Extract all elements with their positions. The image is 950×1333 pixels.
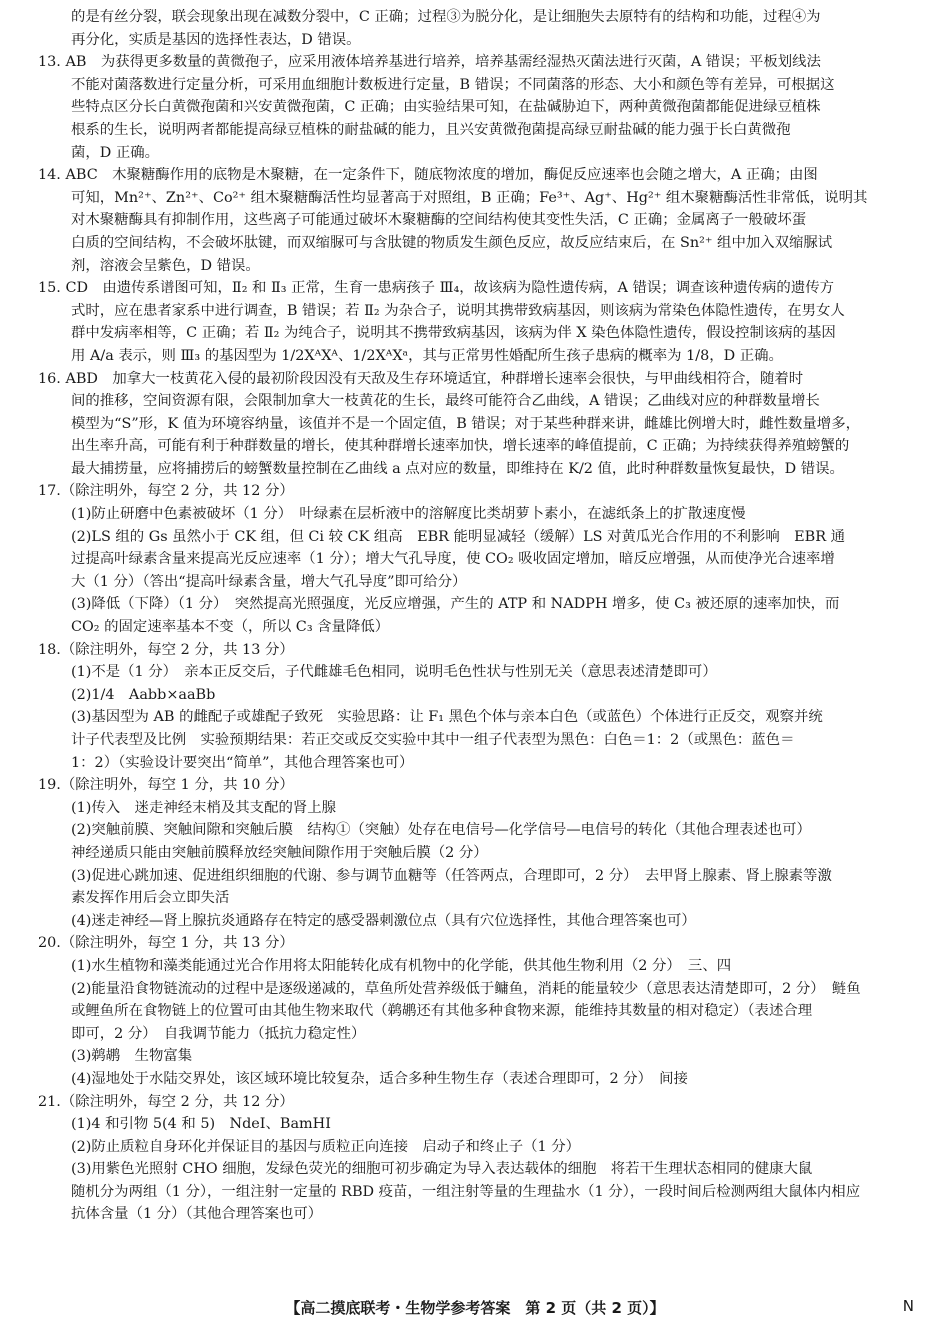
answer-item-line: 20.（除注明外，每空 1 分，共 13 分）	[38, 935, 294, 952]
answer-text-line: (4)迷走神经—肾上腺抗炎通路存在特定的感受器刺激位点（具有穴位选择性，其他合理答案也可）	[71, 912, 696, 929]
answer-text-line: 白质的空间结构，不会破坏肽键，而双缩脲可与含肽键的物质发生颜色反应，故反应结束后，在 Sn²⁺ 组中加入双缩脲试	[71, 234, 833, 251]
answer-text-line: (3)降低（下降）（1 分） 突然提高光照强度，光反应增强，产生的 ATP 和 NADPH 增多，使 C₃ 被还原的速率加快，而	[71, 596, 840, 613]
answer-text-line: 用 A/a 表示，则 Ⅲ₃ 的基因型为 1/2XᴬXᴬ、1/2XᴬXᵃ，其与正常男性婚配所生孩子患病的概率为 1/8，D 正确。	[71, 347, 783, 364]
answer-text-line: 间的推移，空间资源有限，会限制加拿大一枝黄花的生长，最终可能符合乙曲线，A 错误；乙曲线对应的种群数量增长	[71, 393, 820, 410]
answer-text-line: (2)防止质粒自身环化并保证目的基因与质粒正向连接 启动子和终止子（1 分）	[71, 1138, 581, 1155]
answer-item-line: 19.（除注明外，每空 1 分，共 10 分）	[38, 777, 294, 794]
answer-text-line: CO₂ 的固定速率基本不变（，所以 C₃ 含量降低）	[71, 619, 390, 636]
answer-text-line: 对木聚糖酶具有抑制作用，这些离子可能通过破坏木聚糖酶的空间结构使其变性失活，C 正确；金属离子一般破坏蛋	[71, 212, 807, 229]
answer-item-line: 21.（除注明外，每空 2 分，共 12 分）	[38, 1093, 294, 1110]
answer-text-line: 些特点区分长白黄微孢菌和兴安黄微孢菌，C 正确；由实验结果可知，在盐碱胁迫下，两种黄微孢菌都能促进绿豆植株	[71, 99, 821, 116]
answer-text-line: 出生率升高，可能有利于种群数量的增长，使其种群增长速率加快，增长速率的峰值提前，C 正确；为持续获得养殖螃蟹的	[71, 438, 850, 455]
answer-text-line: 神经递质只能由突触前膜释放经突触间隙作用于突触后膜（2 分）	[71, 844, 488, 861]
answer-text-line: 模型为“S”形，K 值为环境容纳量，该值并不是一个固定值，B 错误；对于某些种群来讲，雌雄比例增大时，雌性数量增多，	[71, 415, 860, 432]
answer-text-line: 最大捕捞量，应将捕捞后的螃蟹数量控制在乙曲线 a 点对应的数量，即维持在 K/2 值，此时种群数量恢复最快，D 错误。	[71, 460, 844, 477]
answer-item-line: 15. CD 由遗传系谱图可知，Ⅱ₂ 和 Ⅱ₃ 正常，生育一患病孩子 Ⅲ₄，故该病为隐性遗传病，A 错误；调查该种遗传病的遗传方	[38, 280, 834, 297]
answer-text-line: (1)4 和引物 5(4 和 5) NdeⅠ、BamHⅠ	[71, 1116, 331, 1133]
answer-text-line: 随机分为两组（1 分），一组注射一定量的 RBD 疫苗，一组注射等量的生理盐水（1 分），一段时间后检测两组大鼠体内相应	[71, 1183, 861, 1200]
answer-text-line: (2)突触前膜、突触间隙和突触后膜 结构①（突触）处存在电信号—化学信号—电信号的转化（其他合理表述也可）	[71, 822, 811, 839]
answer-text-line: (4)湿地处于水陆交界处，该区域环境比较复杂，适合多种生物生存（表述合理即可，2 分） 间接	[71, 1070, 688, 1087]
answer-text-line: 不能对菌落数进行定量分析，可采用血细胞计数板进行定量，B 错误；不同菌落的形态、大小和颜色等有差异，可根据这	[71, 76, 835, 93]
answer-text-line: 再分化，实质是基因的选择性表达，D 错误。	[71, 31, 361, 48]
answer-text-line: (3)促进心跳加速、促进组织细胞的代谢、参与调节血糖等（任答两点，合理即可，2 分） 去甲肾上腺素、肾上腺素等激	[71, 867, 832, 884]
answer-item-line: 13. AB 为获得更多数量的黄微孢子，应采用液体培养基进行培养，培养基需经湿热灭菌法进行灭菌，A 错误；平板划线法	[38, 54, 821, 71]
answer-text-line: (2)1/4 Aabb×aaBb	[71, 686, 216, 703]
answer-text-line: (2)能量沿食物链流动的过程中是逐级递减的，草鱼所处营养级低于鳙鱼，消耗的能量较少（意思表达清楚即可，2 分） 鲢鱼	[71, 980, 861, 997]
answer-text-line: 可知，Mn²⁺、Zn²⁺、Co²⁺ 组木聚糖酶活性均显著高于对照组，B 正确；Fe³⁺、Ag⁺、Hg²⁺ 组木聚糖酶活性非常低，说明其	[71, 189, 868, 206]
answer-text-line: (3)基因型为 AB 的雌配子或雄配子致死 实验思路：让 F₁ 黑色个体与亲本白色（或蓝色）个体进行正反交，观察并统	[71, 709, 823, 726]
answer-text-line: 剂，溶液会呈紫色，D 错误。	[71, 257, 260, 274]
answer-text-line: (3)鹈鹕 生物富集	[71, 1048, 193, 1065]
answer-text-line: 过提高叶绿素含量来提高光反应速率（1 分）；增大气孔导度，使 CO₂ 吸收固定增加，暗反应增强，从而使净光合速率增	[71, 551, 835, 568]
answer-item-line: 14. ABC 木聚糖酶作用的底物是木聚糖，在一定条件下，随底物浓度的增加，酶促反应速率也会随之增大，A 正确；由图	[38, 167, 818, 184]
answer-text-line: 即可，2 分） 自我调节能力（抵抗力稳定性）	[71, 1025, 366, 1042]
answer-text-line: 抗体含量（1 分）（其他合理答案也可）	[71, 1206, 323, 1223]
page-footer: 【高二摸底联考・生物学参考答案 第 2 页（共 2 页）】	[285, 1299, 665, 1317]
answer-text-line: (3)用紫色光照射 CHO 细胞，发绿色荧光的细胞可初步确定为导入表达载体的细胞 将若干生理状态相同的健康大鼠	[71, 1161, 813, 1178]
answer-text-line: 菌，D 正确。	[71, 144, 160, 161]
footer-mark: N	[902, 1297, 914, 1315]
answer-text-line: 式时，应在患者家系中进行调查，B 错误；若 Ⅱ₂ 为杂合子，说明其携带致病基因，则该病为常染色体隐性遗传，在男女人	[71, 302, 845, 319]
answer-item-line: 16. ABD 加拿大一枝黄花入侵的最初阶段因没有天敌及生存环境适宜，种群增长速率会很快，与甲曲线相符合，随着时	[38, 370, 804, 387]
answer-text-line: (1)传入 迷走神经末梢及其支配的肾上腺	[71, 799, 337, 816]
answer-text-line: 1：2）（实验设计要突出“简单”，其他合理答案也可）	[71, 754, 414, 771]
answer-text-line: 素发挥作用后会立即失活	[71, 890, 230, 907]
answer-text-line: (1)不是（1 分） 亲本正反交后，子代雌雄毛色相同，说明毛色性状与性别无关（意思表述清楚即可）	[71, 664, 717, 681]
answer-text-line: 大（1 分）（答出“提高叶绿素含量，增大气孔导度”即可给分）	[71, 573, 467, 590]
answer-text-line: 的是有丝分裂，联会现象出现在减数分裂中，C 正确；过程③为脱分化，是让细胞失去原特有的结构和功能，过程④为	[71, 9, 821, 25]
answer-text-line: (2)LS 组的 Gs 虽然小于 CK 组，但 Ci 较 CK 组高 EBR 能明显减轻（缓解）LS 对黄瓜光合作用的不利影响 EBR 通	[71, 528, 846, 545]
answer-item-line: 17.（除注明外，每空 2 分，共 12 分）	[38, 483, 294, 500]
answer-text-line: (1)水生植物和藻类能通过光合作用将太阳能转化成有机物中的化学能，供其他生物利用（2 分） 三、四	[71, 957, 732, 974]
answer-page	[38, 6, 918, 1226]
answer-text-line: 群中发病率相等，C 正确；若 Ⅱ₂ 为纯合子，说明其不携带致病基因，该病为伴 X 染色体隐性遗传，假设控制该病的基因	[71, 325, 836, 342]
answer-item-line: 18.（除注明外，每空 2 分，共 13 分）	[38, 641, 294, 658]
answer-text-line: 或鲤鱼所在食物链上的位置可由其他生物来取代（鹈鹕还有其他多种食物来源，能维持其数量的相对稳定）（表述合理	[71, 1003, 813, 1020]
answer-text-line: (1)防止研磨中色素被破坏（1 分） 叶绿素在层析液中的溶解度比类胡萝卜素小，在滤纸条上的扩散速度慢	[71, 506, 746, 523]
answer-text-line: 计子代表型及比例 实验预期结果：若正交或反交实验中其中一组子代表型为黑色：白色＝1：2（或黑色：蓝色＝	[71, 732, 795, 748]
answer-text-line: 根系的生长，说明两者都能提高绿豆植株的耐盐碱的能力，且兴安黄微孢菌提高绿豆耐盐碱的能力强于长白黄微孢	[71, 121, 791, 138]
